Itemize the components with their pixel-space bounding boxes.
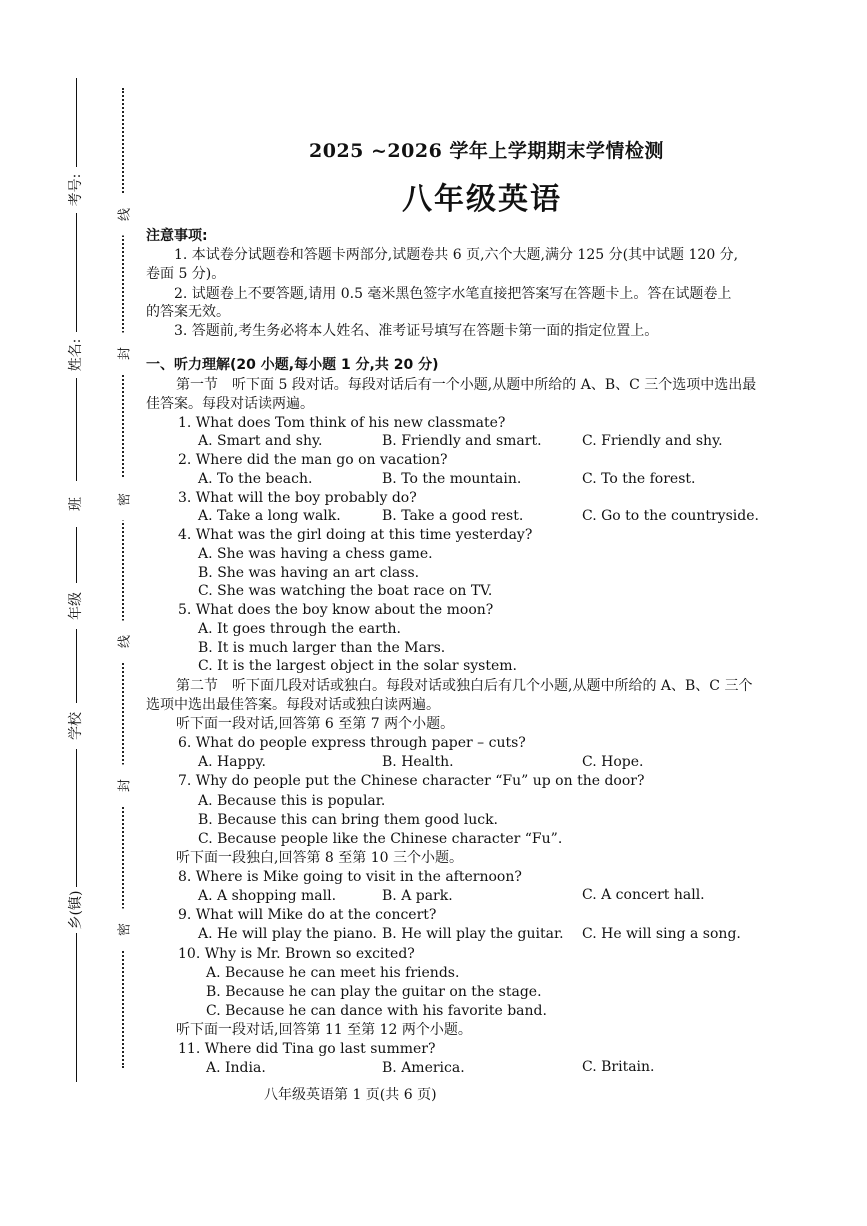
option-7c: C. Because people like the Chinese character “Fu”. [198,831,563,847]
page-footer: 八年级英语第 1 页(共 6 页) [264,1087,437,1103]
question-11: 11. Where did Tina go last summer? [178,1041,436,1057]
option-11a: A. India. [206,1060,266,1076]
exam-title: 2025 ~2026 学年上学期期末学情检测 [309,140,664,162]
seal-mark-seal: 封 [114,333,133,375]
seal-mark-secret: 密 [114,479,133,521]
note-2: 2. 试题卷上不要答题,请用 0.5 毫米黑色签字水笔直接把答案写在答题卡上。答在试题卷上 [174,286,732,302]
question-7: 7. Why do people put the Chinese character “Fu” up on the door? [178,773,645,789]
option-10a: A. Because he can meet his friends. [206,965,460,981]
seal-mark-secret: 密 [114,909,133,951]
note-3: 3. 答题前,考生务必将本人姓名、准考证号填写在答题卡第一面的指定位置上。 [174,323,659,339]
question-9: 9. What will Mike do at the concert? [178,907,437,923]
option-9a: A. He will play the piano. [198,926,377,942]
section-heading: 一、听力理解(20 小题,每小题 1 分,共 20 分) [146,357,439,373]
option-1b: B. Friendly and smart. [382,433,542,449]
label-grade: 年级 [65,583,85,629]
option-2a: A. To the beach. [198,471,313,487]
monologue-intro: 听下面一段独白,回答第 8 至第 10 三个小题。 [176,850,463,866]
part2-instructions: 第二节 听下面几段对话或独白。每段对话或独白后有几个小题,从题中所给的 A、B、C 三个 [176,678,753,694]
option-6b: B. Health. [382,754,454,770]
dialogue-intro-1: 听下面一段对话,回答第 6 至第 7 两个小题。 [176,716,455,732]
question-6: 6. What do people express through paper – cuts? [178,735,526,751]
option-3b: B. Take a good rest. [382,508,524,524]
note-2-cont: 的答案无效。 [146,304,230,320]
question-5: 5. What does the boy know about the moon? [178,602,494,618]
option-11c: C. Britain. [582,1059,655,1075]
option-8b: B. A park. [382,888,453,904]
part2-instructions-cont: 选项中选出最佳答案。每段对话或独白读两遍。 [146,697,440,713]
subject-title: 八年级英语 [402,182,562,217]
option-8c: C. A concert hall. [582,887,705,903]
option-2b: B. To the mountain. [382,471,522,487]
note-1-cont: 卷面 5 分)。 [146,266,226,282]
part1-instructions-cont: 佳答案。每段对话读两遍。 [146,396,314,412]
option-9b: B. He will play the guitar. [382,926,564,942]
label-exam-number: 考号: [65,167,85,213]
option-3c: C. Go to the countryside. [582,508,759,524]
binding-margin [0,0,140,1226]
option-7a: A. Because this is popular. [198,793,386,809]
option-5c: C. It is the largest object in the solar system. [198,658,517,674]
option-10b: B. Because he can play the guitar on the stage. [206,984,542,1000]
question-8: 8. Where is Mike going to visit in the afternoon? [178,869,522,885]
option-11b: B. America. [382,1060,465,1076]
option-3a: A. Take a long walk. [198,508,341,524]
option-4b: B. She was having an art class. [198,565,420,581]
option-4a: A. She was having a chess game. [198,546,433,562]
option-6c: C. Hope. [582,754,644,770]
option-9c: C. He will sing a song. [582,926,741,942]
option-4c: C. She was watching the boat race on TV. [198,583,493,599]
question-3: 3. What will the boy probably do? [178,490,417,506]
option-2c: C. To the forest. [582,471,696,487]
option-1c: C. Friendly and shy. [582,433,723,449]
option-10c: C. Because he can dance with his favorite band. [206,1003,547,1019]
note-1: 1. 本试卷分试题卷和答题卡两部分,试题卷共 6 页,六个大题,满分 125 分(其中试题 120 分, [174,247,739,263]
part1-instructions: 第一节 听下面 5 段对话。每段对话后有一个小题,从题中所给的 A、B、C 三个选项中选出最 [176,377,757,393]
question-1: 1. What does Tom think of his new classmate? [178,415,506,431]
option-5b: B. It is much larger than the Mars. [198,640,446,656]
option-7b: B. Because this can bring them good luck. [198,812,499,828]
option-6a: A. Happy. [198,754,266,770]
option-5a: A. It goes through the earth. [198,621,401,637]
question-10: 10. Why is Mr. Brown so excited? [178,946,415,962]
seal-mark-line: 线 [114,194,133,236]
seal-mark-seal: 封 [114,765,133,807]
seal-mark-line: 线 [114,621,133,663]
label-name: 姓名: [65,332,85,378]
label-township: 乡(镇) [65,887,85,933]
question-4: 4. What was the girl doing at this time yesterday? [178,527,533,543]
label-class: 班 [65,481,85,527]
option-8a: A. A shopping mall. [198,888,337,904]
notes-heading: 注意事项: [146,228,208,244]
label-school: 学校 [65,703,85,749]
question-2: 2. Where did the man go on vacation? [178,452,448,468]
option-1a: A. Smart and shy. [198,433,323,449]
dialogue-intro-2: 听下面一段对话,回答第 11 至第 12 两个小题。 [176,1022,472,1038]
